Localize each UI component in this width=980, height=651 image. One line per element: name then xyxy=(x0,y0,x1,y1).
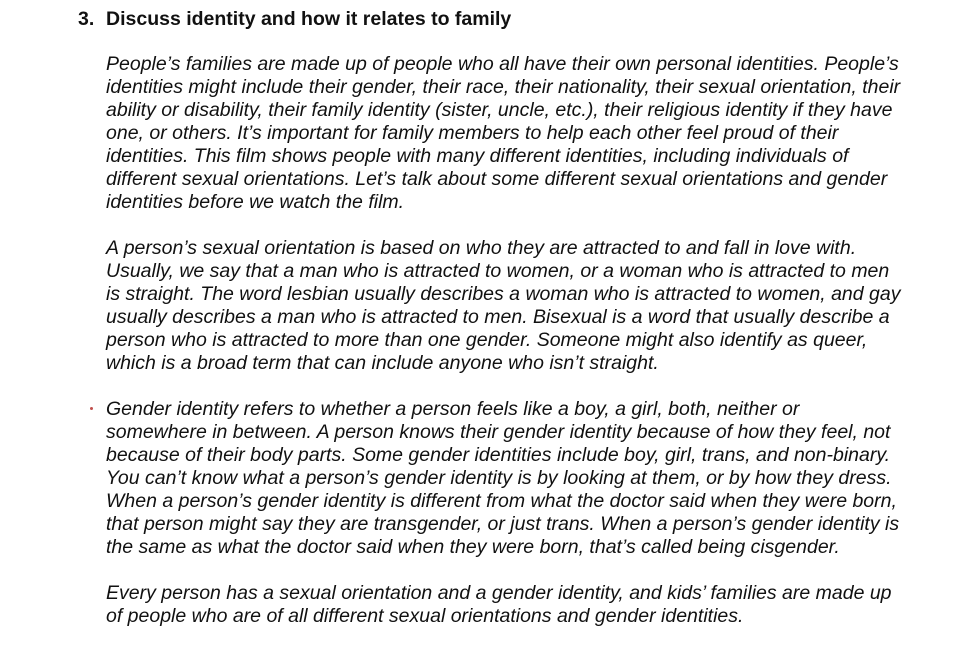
text-line: Every person has a sexual orientation and a gender identity, and kids’ families are made up xyxy=(106,582,892,604)
text-line: the same as what the doctor said when they were born, that’s called being cisgender. xyxy=(106,536,840,558)
section-heading xyxy=(78,6,511,32)
paragraph xyxy=(106,398,946,559)
paragraph-every-person xyxy=(106,582,946,628)
text-line: ability or disability, their family identity (sister, uncle, etc.), their religious identity if they have xyxy=(106,99,893,121)
paragraph xyxy=(106,53,946,214)
text-line: identities might include their gender, their race, their nationality, their sexual orientation, their xyxy=(106,76,901,98)
text-line: identities. This film shows people with many different identities, including individuals of xyxy=(106,145,849,167)
section-number: 3. xyxy=(78,8,95,30)
text-line: different sexual orientations. Let’s talk about some different sexual orientations and gender xyxy=(106,168,888,190)
paragraph xyxy=(106,237,946,375)
text-line: because of their body parts. Some gender identities include boy, girl, trans, and non-binary. xyxy=(106,444,891,466)
paragraph-identities xyxy=(106,53,946,214)
paragraph-sexual-orientation xyxy=(106,237,946,375)
text-line: one, or others. It’s important for family members to help each other feel proud of their xyxy=(106,122,839,144)
text-line: identities before we watch the film. xyxy=(106,191,405,213)
section-title: Discuss identity and how it relates to family xyxy=(106,8,512,30)
text-line: that person might say they are transgender, or just trans. When a person’s gender identity is xyxy=(106,513,900,535)
paragraph-gender-identity xyxy=(106,398,946,559)
text-line: Usually, we say that a man who is attracted to women, or a woman who is attracted to men xyxy=(106,260,890,282)
text-line: When a person’s gender identity is different from what the doctor said when they were born, xyxy=(106,490,897,512)
text-line: People’s families are made up of people who all have their own personal identities. People’s xyxy=(106,53,899,75)
text-line: of people who are of all different sexual orientations and gender identities. xyxy=(106,605,744,627)
section-body xyxy=(106,53,946,651)
text-line: You can’t know what a person’s gender identity is by looking at them, or by how they dress. xyxy=(106,467,892,489)
bullet-mark xyxy=(90,407,93,410)
paragraph xyxy=(106,582,946,628)
text-line: somewhere in between. A person knows their gender identity because of how they feel, not xyxy=(106,421,891,443)
text-line: usually describes a man who is attracted to men. Bisexual is a word that usually describe a xyxy=(106,306,890,328)
text-line: person who is attracted to more than one gender. Someone might also identify as queer, xyxy=(106,329,868,351)
text-line: is straight. The word lesbian usually describes a woman who is attracted to women, and gay xyxy=(106,283,901,305)
text-line: which is a broad term that can include anyone who isn’t straight. xyxy=(106,352,659,374)
text-line: Gender identity refers to whether a person feels like a boy, a girl, both, neither or xyxy=(106,398,800,420)
text-line: A person’s sexual orientation is based on who they are attracted to and fall in love with. xyxy=(106,237,857,259)
